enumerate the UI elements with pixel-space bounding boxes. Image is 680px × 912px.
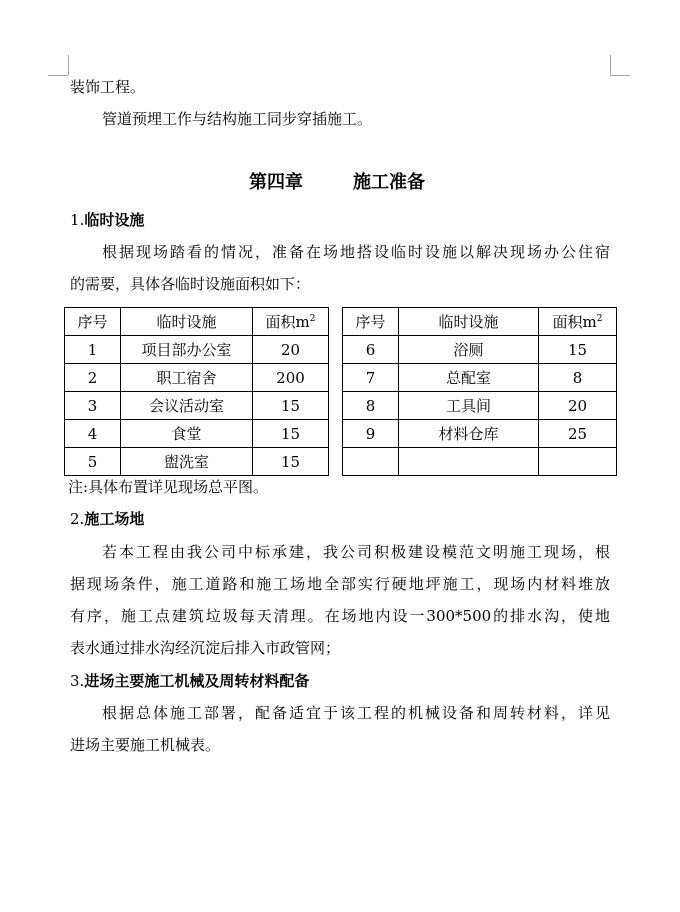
table-cell: 5 xyxy=(65,448,121,476)
table-cell: 总配室 xyxy=(399,364,539,392)
paragraph-line: 若本工程由我公司中标承建，我公司积极建设模范文明施工现场，根 xyxy=(102,543,610,561)
table-cell: 8 xyxy=(539,364,617,392)
table-cell: 6 xyxy=(343,336,399,364)
table-cell: 食堂 xyxy=(121,420,253,448)
table-cell: 25 xyxy=(539,420,617,448)
chapter-number: 第四章 xyxy=(249,172,303,193)
section-heading xyxy=(70,210,144,230)
table-cell: 工具间 xyxy=(399,392,539,420)
section-title: 施工场地 xyxy=(84,510,145,528)
table-row xyxy=(65,448,329,476)
section-heading xyxy=(70,509,144,529)
paragraph-line: 根据现场踏看的情况，准备在场地搭设临时设施以解决现场办公住宿 xyxy=(102,243,610,261)
paragraph-line: 进场主要施工机械表。 xyxy=(70,736,221,754)
table-cell: 盥洗室 xyxy=(121,448,253,476)
table-header-cell: 面积$m^2$ xyxy=(253,308,329,336)
table-row xyxy=(343,336,617,364)
table-cell: 会议活动室 xyxy=(121,392,253,420)
table-cell: 职工宿舍 xyxy=(121,364,253,392)
crop-mark-top-right xyxy=(610,55,611,75)
table-cell: 3 xyxy=(65,392,121,420)
text-line: 管道预埋工作与结构施工同步穿插施工。 xyxy=(102,110,373,128)
table-cell: 8 xyxy=(343,392,399,420)
table-cell: 4 xyxy=(65,420,121,448)
table-cell: 浴厕 xyxy=(399,336,539,364)
table-row xyxy=(65,392,329,420)
table-cell: 15 xyxy=(253,448,329,476)
table-cell: 20 xyxy=(253,336,329,364)
table-row xyxy=(343,364,617,392)
table-cell: 20 xyxy=(539,392,617,420)
paragraph-line: 有序，施工点建筑垃圾每天清理。在场地内设一300*500的排水沟，使地 xyxy=(70,607,610,625)
table-row xyxy=(343,420,617,448)
table-row xyxy=(65,336,329,364)
table-cell: 7 xyxy=(343,364,399,392)
chapter-title: 施工准备 xyxy=(353,172,425,193)
table-row xyxy=(343,392,617,420)
section-number: 2. xyxy=(70,510,85,528)
table-cell: 2 xyxy=(65,364,121,392)
table-cell: 15 xyxy=(253,420,329,448)
table-cell xyxy=(343,448,399,476)
table-cell: 材料仓库 xyxy=(399,420,539,448)
table-cell xyxy=(399,448,539,476)
section-number: 1. xyxy=(70,211,85,229)
table-cell: 200 xyxy=(253,364,329,392)
section-heading xyxy=(70,671,309,691)
table-cell: 项目部办公室 xyxy=(121,336,253,364)
table-cell: 15 xyxy=(253,392,329,420)
section-title: 临时设施 xyxy=(84,211,145,229)
table-header-row xyxy=(343,308,617,336)
paragraph-line: 根据总体施工部署，配备适宜于该工程的机械设备和周转材料，详见 xyxy=(102,704,610,722)
table-row xyxy=(65,420,329,448)
paragraph-line: 据现场条件，施工道路和施工场地全部实行硬地坪施工，现场内材料堆放 xyxy=(70,575,610,593)
table-note: 注:具体布置详见现场总平图。 xyxy=(68,478,269,496)
paragraph-line: 的需要，具体各临时设施面积如下： xyxy=(70,275,311,293)
table-cell: 9 xyxy=(343,420,399,448)
crop-mark-top-right xyxy=(610,75,630,76)
facility-table-right xyxy=(342,307,617,476)
table-row xyxy=(65,364,329,392)
crop-mark-top-left xyxy=(68,55,69,75)
section-number: 3. xyxy=(70,672,85,690)
table-row xyxy=(343,448,617,476)
table-header-cell: 序号 xyxy=(65,308,121,336)
table-cell: 15 xyxy=(539,336,617,364)
table-header-cell: 序号 xyxy=(343,308,399,336)
facility-table-left xyxy=(64,307,329,476)
table-cell xyxy=(539,448,617,476)
table-cell: 1 xyxy=(65,336,121,364)
table-header-row xyxy=(65,308,329,336)
section-title: 进场主要施工机械及周转材料配备 xyxy=(84,672,310,690)
paragraph-line: 表水通过排水沟经沉淀后排入市政管网； xyxy=(70,639,341,657)
table-header-cell: 面积$m^2$ xyxy=(539,308,617,336)
text-line: 装饰工程。 xyxy=(70,78,146,96)
table-header-cell: 临时设施 xyxy=(121,308,253,336)
table-header-cell: 临时设施 xyxy=(399,308,539,336)
crop-mark-top-left xyxy=(48,75,68,76)
